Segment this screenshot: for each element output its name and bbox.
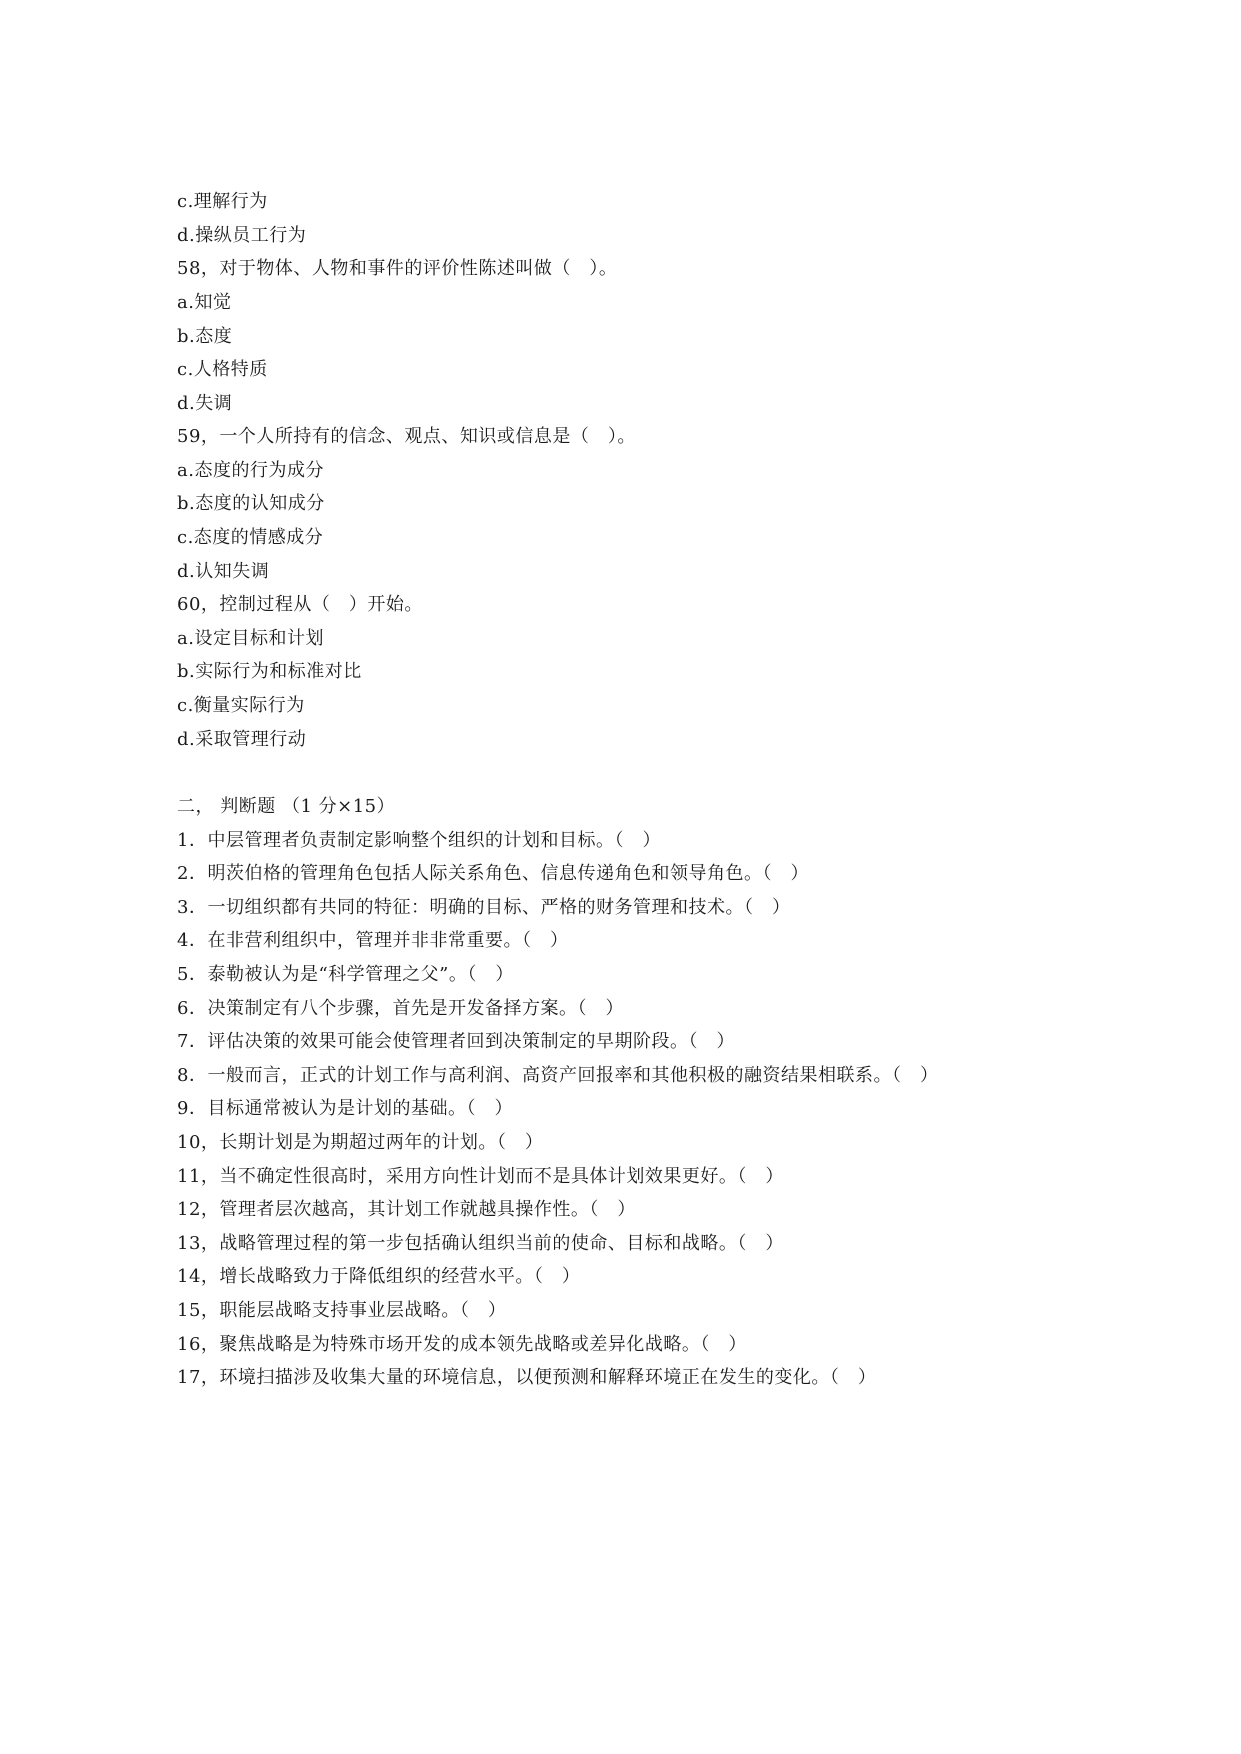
option-line: b.态度 (177, 326, 233, 347)
judgment-item: 13，战略管理过程的第一步包括确认组织当前的使命、目标和战略。（ ） (177, 1233, 784, 1254)
option-line: c.理解行为 (177, 191, 268, 212)
judgment-item: 14，增长战略致力于降低组织的经营水平。（ ） (177, 1266, 581, 1287)
option-line: d.采取管理行动 (177, 729, 307, 750)
section-heading: 二， 判断题 （1 分×15） (177, 796, 396, 817)
option-line: c.态度的情感成分 (177, 527, 324, 548)
option-line: a.设定目标和计划 (177, 628, 324, 649)
option-line: d.操纵员工行为 (177, 225, 307, 246)
option-line: d.失调 (177, 393, 233, 414)
judgment-item: 15，职能层战略支持事业层战略。（ ） (177, 1300, 507, 1321)
option-line: c.人格特质 (177, 359, 268, 380)
judgment-item: 5．泰勒被认为是“科学管理之父”。（ ） (177, 964, 514, 985)
judgment-item: 11，当不确定性很高时，采用方向性计划而不是具体计划效果更好。（ ） (177, 1166, 784, 1187)
question-stem-58: 58，对于物体、人物和事件的评价性陈述叫做（ ）。 (177, 258, 618, 279)
judgment-item: 10，长期计划是为期超过两年的计划。（ ） (177, 1132, 544, 1153)
option-line: a.态度的行为成分 (177, 460, 324, 481)
judgment-item: 3．一切组织都有共同的特征：明确的目标、严格的财务管理和技术。（ ） (177, 897, 791, 918)
judgment-item: 8．一般而言，正式的计划工作与高利润、高资产回报率和其他积极的融资结果相联系。（ ） (177, 1065, 939, 1086)
option-line: b.态度的认知成分 (177, 493, 325, 514)
question-stem-60: 60，控制过程从（ ）开始。 (177, 594, 423, 615)
option-line: d.认知失调 (177, 561, 270, 582)
judgment-item: 7．评估决策的效果可能会使管理者回到决策制定的早期阶段。（ ） (177, 1031, 735, 1052)
option-line: c.衡量实际行为 (177, 695, 305, 716)
judgment-item: 17，环境扫描涉及收集大量的环境信息，以便预测和解释环境正在发生的变化。（ ） (177, 1367, 877, 1388)
judgment-item: 9．目标通常被认为是计划的基础。（ ） (177, 1098, 513, 1119)
option-line: b.实际行为和标准对比 (177, 661, 362, 682)
option-line: a.知觉 (177, 292, 232, 313)
question-stem-59: 59，一个人所持有的信念、观点、知识或信息是（ ）。 (177, 426, 636, 447)
judgment-item: 12，管理者层次越高，其计划工作就越具操作性。（ ） (177, 1199, 636, 1220)
judgment-item: 2．明茨伯格的管理角色包括人际关系角色、信息传递角色和领导角色。（ ） (177, 863, 809, 884)
judgment-item: 4．在非营利组织中，管理并非非常重要。（ ） (177, 930, 569, 951)
judgment-item: 6．决策制定有八个步骤，首先是开发备择方案。（ ） (177, 998, 624, 1019)
judgment-item: 16，聚焦战略是为特殊市场开发的成本领先战略或差异化战略。（ ） (177, 1334, 747, 1355)
judgment-item: 1．中层管理者负责制定影响整个组织的计划和目标。（ ） (177, 830, 661, 851)
